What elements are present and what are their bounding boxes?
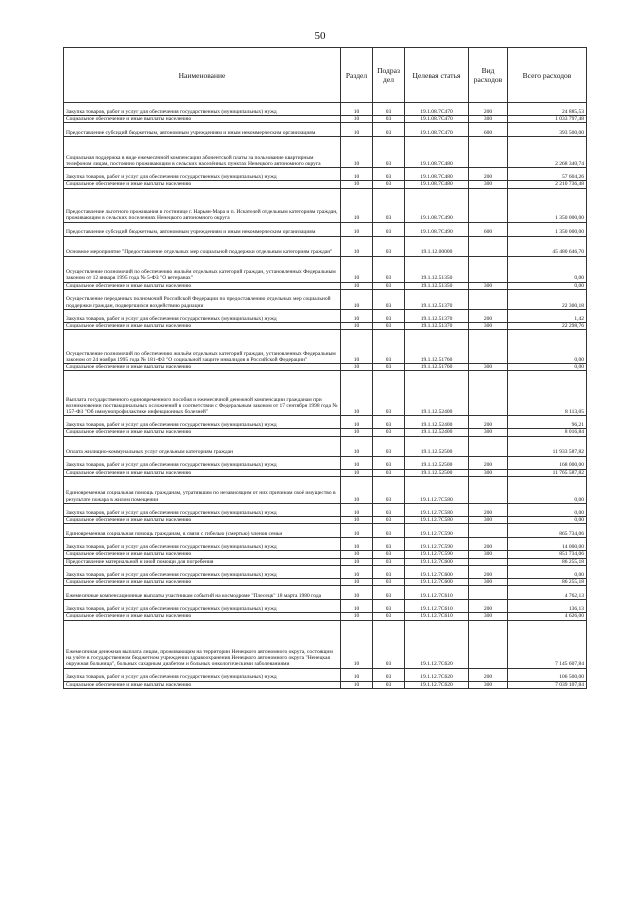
cell-total: 57 604,26 <box>508 168 587 181</box>
cell-subsection: 03 <box>373 578 405 585</box>
table-row <box>64 456 587 469</box>
cell-article: 19.1.12.7С600 <box>405 578 469 585</box>
cell-subsection: 03 <box>373 371 405 416</box>
cell-name: Закупка товаров, работ и услуг для обеспечения государственных (муниципальных) нужд <box>64 504 341 517</box>
cell-total: 7 039 107,84 <box>508 681 587 688</box>
table-row <box>64 436 587 456</box>
cell-subsection: 03 <box>373 681 405 688</box>
cell-section: 10 <box>341 222 373 236</box>
cell-article: 19.1.12.7С620 <box>405 668 469 681</box>
table-row <box>64 565 587 578</box>
cell-article: 19.1.12.52500 <box>405 436 469 456</box>
table-row <box>64 578 587 585</box>
cell-article: 19.1.12.51350 <box>405 282 469 289</box>
table-row <box>64 668 587 681</box>
cell-name: Закупка товаров, работ и услуг для обеспечения государственных (муниципальных) нужд <box>64 168 341 181</box>
cell-name: Социальное обеспечение и иные выплаты населению <box>64 613 341 620</box>
cell-article: 19.1.08.7С480 <box>405 137 469 168</box>
table-row <box>64 282 587 289</box>
header-expense-type: Вид расходов <box>469 48 508 103</box>
cell-section: 10 <box>341 586 373 600</box>
cell-article: 19.1.12.7С590 <box>405 538 469 551</box>
budget-table <box>63 47 587 689</box>
cell-article: 19.1.12.52500 <box>405 456 469 469</box>
table-row <box>64 613 587 620</box>
cell-section: 10 <box>341 551 373 558</box>
cell-total: 22 298,76 <box>508 322 587 329</box>
cell-article: 19.1.12.51760 <box>405 364 469 371</box>
cell-total: 1 350 000,00 <box>508 222 587 236</box>
cell-subsection: 03 <box>373 469 405 476</box>
cell-total: 0,00 <box>508 517 587 524</box>
table-row <box>64 477 587 504</box>
cell-article: 19.1.12.7С610 <box>405 586 469 600</box>
cell-name: Социальное обеспечение и иные выплаты населению <box>64 681 341 688</box>
cell-subsection: 03 <box>373 668 405 681</box>
cell-expense-type <box>469 236 508 256</box>
cell-name: Социальное обеспечение и иные выплаты населению <box>64 322 341 329</box>
cell-subsection: 03 <box>373 236 405 256</box>
cell-name: Осуществление переданных полномочий Российской Федерации по предоставлению отдельных мер социальной поддержки граждан, подвергшихся воздействию радиации <box>64 289 341 309</box>
cell-section: 10 <box>341 116 373 123</box>
cell-total: 45 480 646,70 <box>508 236 587 256</box>
cell-article: 19.1.12.7С580 <box>405 504 469 517</box>
cell-section: 10 <box>341 364 373 371</box>
table-row <box>64 586 587 600</box>
cell-article: 19.1.12.52500 <box>405 469 469 476</box>
cell-article: 19.1.12.51370 <box>405 309 469 322</box>
cell-total: 393 500,00 <box>508 123 587 137</box>
cell-name: Социальное обеспечение и иные выплаты населению <box>64 364 341 371</box>
cell-expense-type: 600 <box>469 222 508 236</box>
cell-total: 0,00 <box>508 364 587 371</box>
cell-section: 10 <box>341 137 373 168</box>
table-row <box>64 364 587 371</box>
cell-subsection: 03 <box>373 600 405 613</box>
cell-total: 0,00 <box>508 477 587 504</box>
cell-total: 0,00 <box>508 330 587 364</box>
cell-subsection: 03 <box>373 137 405 168</box>
cell-article: 19.1.08.7С490 <box>405 222 469 236</box>
cell-name: Предоставление льготного проживания в гостинице г. Нарьян-Мара и п. Искателей отдельным категориям граждан, проживающим в сельских поселениях Ненецкого автономного округа <box>64 188 341 222</box>
cell-total: 0,00 <box>508 256 587 282</box>
cell-subsection: 03 <box>373 551 405 558</box>
cell-total: 106 500,00 <box>508 668 587 681</box>
header-article: Целевая статья <box>405 48 469 103</box>
cell-section: 10 <box>341 371 373 416</box>
cell-subsection: 03 <box>373 322 405 329</box>
cell-name: Ежемесячная денежная выплата лицам, проживающим на территории Ненецкого автономного округа, состоящим на учёте в государственном бюджетном учреждении здравоохранения Ненецкого автономного округа "Ненецкая окружная больница", больных сахарным диабетом и больных онкологическими заболеваниями <box>64 620 341 668</box>
cell-expense-type: 200 <box>469 600 508 613</box>
cell-article: 19.1.08.7С470 <box>405 103 469 116</box>
cell-name: Социальное обеспечение и иные выплаты населению <box>64 181 341 188</box>
table-row <box>64 137 587 168</box>
cell-name: Осуществление полномочий по обеспечению жильём отдельных категорий граждан, установленных Федеральным законом от 12 января 1995 года № 5-ФЗ "О ветеранах" <box>64 256 341 282</box>
table-row <box>64 469 587 476</box>
cell-expense-type: 300 <box>469 613 508 620</box>
cell-subsection: 03 <box>373 116 405 123</box>
cell-name: Предоставление субсидий бюджетным, автономным учреждениям и иным некоммерческим организациям <box>64 222 341 236</box>
cell-section: 10 <box>341 256 373 282</box>
cell-name: Социальное обеспечение и иные выплаты населению <box>64 578 341 585</box>
cell-subsection: 03 <box>373 613 405 620</box>
table-row <box>64 517 587 524</box>
table-row <box>64 222 587 236</box>
table-row <box>64 256 587 282</box>
table-body <box>64 103 587 689</box>
cell-article: 19.1.12.52400 <box>405 416 469 429</box>
cell-total: 2 268 340,74 <box>508 137 587 168</box>
cell-expense-type <box>469 586 508 600</box>
table-row <box>64 371 587 416</box>
cell-subsection: 03 <box>373 517 405 524</box>
cell-section: 10 <box>341 416 373 429</box>
cell-expense-type: 300 <box>469 282 508 289</box>
table-row <box>64 504 587 517</box>
cell-article: 19.1.12.7С620 <box>405 681 469 688</box>
table-row <box>64 538 587 551</box>
cell-expense-type: 200 <box>469 565 508 578</box>
cell-section: 10 <box>341 429 373 436</box>
cell-subsection: 03 <box>373 436 405 456</box>
cell-name: Ежемесячные компенсационные выплаты участникам событий на космодроме "Плесецк" 18 марта 1980 года <box>64 586 341 600</box>
cell-subsection: 03 <box>373 504 405 517</box>
table-row <box>64 600 587 613</box>
cell-expense-type: 200 <box>469 538 508 551</box>
cell-expense-type <box>469 620 508 668</box>
cell-total: 4 762,13 <box>508 586 587 600</box>
cell-section: 10 <box>341 558 373 565</box>
cell-section: 10 <box>341 181 373 188</box>
cell-subsection: 03 <box>373 309 405 322</box>
table-row <box>64 168 587 181</box>
cell-expense-type: 300 <box>469 116 508 123</box>
cell-section: 10 <box>341 600 373 613</box>
cell-total: 14 000,00 <box>508 538 587 551</box>
cell-subsection: 03 <box>373 168 405 181</box>
cell-article: 19.1.12.7С610 <box>405 600 469 613</box>
cell-expense-type: 200 <box>469 103 508 116</box>
cell-total: 7 145 607,84 <box>508 620 587 668</box>
cell-article: 19.1.12.51350 <box>405 256 469 282</box>
page-number: 50 <box>314 30 326 42</box>
cell-total: 96,21 <box>508 416 587 429</box>
cell-section: 10 <box>341 517 373 524</box>
cell-name: Социальное обеспечение и иные выплаты населению <box>64 116 341 123</box>
cell-article: 19.1.12.7С600 <box>405 558 469 565</box>
header-section: Раздел <box>341 48 373 103</box>
cell-subsection: 03 <box>373 282 405 289</box>
table-row <box>64 236 587 256</box>
cell-section: 10 <box>341 456 373 469</box>
cell-section: 10 <box>341 188 373 222</box>
cell-expense-type: 200 <box>469 668 508 681</box>
cell-name: Закупка товаров, работ и услуг для обеспечения государственных (муниципальных) нужд <box>64 456 341 469</box>
cell-article: 19.1.08.7С470 <box>405 123 469 137</box>
cell-expense-type: 300 <box>469 469 508 476</box>
cell-section: 10 <box>341 289 373 309</box>
cell-subsection: 03 <box>373 256 405 282</box>
cell-subsection: 03 <box>373 456 405 469</box>
cell-name: Закупка товаров, работ и услуг для обеспечения государственных (муниципальных) нужд <box>64 668 341 681</box>
cell-name: Закупка товаров, работ и услуг для обеспечения государственных (муниципальных) нужд <box>64 565 341 578</box>
cell-section: 10 <box>341 538 373 551</box>
table-row <box>64 681 587 688</box>
cell-section: 10 <box>341 322 373 329</box>
cell-article: 19.1.12.7С590 <box>405 551 469 558</box>
table-row <box>64 322 587 329</box>
cell-expense-type <box>469 137 508 168</box>
cell-section: 10 <box>341 282 373 289</box>
table-row <box>64 103 587 116</box>
cell-expense-type <box>469 188 508 222</box>
cell-article: 19.1.12.7С620 <box>405 620 469 668</box>
cell-subsection: 03 <box>373 477 405 504</box>
cell-total: 1 033 797,48 <box>508 116 587 123</box>
cell-subsection: 03 <box>373 558 405 565</box>
cell-article: 19.1.12.7С590 <box>405 524 469 538</box>
cell-total: 0,00 <box>508 565 587 578</box>
cell-section: 10 <box>341 477 373 504</box>
cell-total: 168 000,00 <box>508 456 587 469</box>
table-row <box>64 558 587 565</box>
cell-subsection: 03 <box>373 181 405 188</box>
cell-expense-type: 300 <box>469 181 508 188</box>
cell-article: 19.1.12.7С580 <box>405 517 469 524</box>
cell-expense-type <box>469 289 508 309</box>
table-row <box>64 123 587 137</box>
cell-total: 136,13 <box>508 600 587 613</box>
cell-expense-type: 300 <box>469 578 508 585</box>
cell-expense-type <box>469 558 508 565</box>
cell-expense-type <box>469 436 508 456</box>
cell-article: 19.1.12.51370 <box>405 322 469 329</box>
table-row <box>64 429 587 436</box>
cell-subsection: 03 <box>373 524 405 538</box>
cell-expense-type: 300 <box>469 681 508 688</box>
cell-total: 11 933 587,82 <box>508 436 587 456</box>
table-row <box>64 181 587 188</box>
cell-subsection: 03 <box>373 586 405 600</box>
cell-expense-type: 300 <box>469 364 508 371</box>
cell-name: Социальное обеспечение и иные выплаты населению <box>64 517 341 524</box>
cell-expense-type <box>469 477 508 504</box>
cell-total: 22 300,18 <box>508 289 587 309</box>
cell-article: 19.1.12.52400 <box>405 429 469 436</box>
cell-name: Предоставление субсидий бюджетным, автономным учреждениям и иным некоммерческим организациям <box>64 123 341 137</box>
cell-subsection: 03 <box>373 620 405 668</box>
cell-section: 10 <box>341 309 373 322</box>
cell-section: 10 <box>341 578 373 585</box>
cell-expense-type: 200 <box>469 309 508 322</box>
cell-total: 0,00 <box>508 282 587 289</box>
cell-expense-type <box>469 371 508 416</box>
cell-section: 10 <box>341 123 373 137</box>
cell-expense-type: 200 <box>469 168 508 181</box>
cell-total: 8 016,84 <box>508 429 587 436</box>
cell-article: 19.1.08.7С490 <box>405 188 469 222</box>
cell-section: 10 <box>341 681 373 688</box>
cell-name: Закупка товаров, работ и услуг для обеспечения государственных (муниципальных) нужд <box>64 538 341 551</box>
cell-section: 10 <box>341 668 373 681</box>
cell-section: 10 <box>341 436 373 456</box>
cell-total: 1 350 000,00 <box>508 188 587 222</box>
cell-subsection: 03 <box>373 103 405 116</box>
cell-section: 10 <box>341 168 373 181</box>
cell-subsection: 03 <box>373 222 405 236</box>
cell-name: Закупка товаров, работ и услуг для обеспечения государственных (муниципальных) нужд <box>64 416 341 429</box>
cell-total: 11 765 587,82 <box>508 469 587 476</box>
cell-name: Предоставление материальной и иной помощи для погребения <box>64 558 341 565</box>
cell-article: 19.1.12.52400 <box>405 371 469 416</box>
cell-expense-type <box>469 330 508 364</box>
cell-expense-type: 200 <box>469 416 508 429</box>
cell-article: 19.1.08.7С470 <box>405 116 469 123</box>
cell-name: Выплата государственного единовременного пособия и ежемесячной денежной компенсации гражданам при возникновении поствакцинальных осложнений в соответствии с Федеральным законом от 17 сентября 1998 года № 157-ФЗ "Об иммунопрофилактике инфекционных болезней" <box>64 371 341 416</box>
cell-expense-type: 200 <box>469 456 508 469</box>
cell-subsection: 03 <box>373 565 405 578</box>
cell-section: 10 <box>341 524 373 538</box>
cell-expense-type <box>469 256 508 282</box>
cell-expense-type: 200 <box>469 504 508 517</box>
cell-section: 10 <box>341 236 373 256</box>
cell-expense-type <box>469 524 508 538</box>
cell-section: 10 <box>341 565 373 578</box>
table-row <box>64 551 587 558</box>
table-row <box>64 416 587 429</box>
cell-name: Социальное обеспечение и иные выплаты населению <box>64 469 341 476</box>
table-row <box>64 524 587 538</box>
cell-name: Единовременная социальная помощь гражданам, утратившим по независящим от них причинам своё имущество в результате пожара в жилом помещении <box>64 477 341 504</box>
cell-name: Закупка товаров, работ и услуг для обеспечения государственных (муниципальных) нужд <box>64 309 341 322</box>
cell-total: 851 734,06 <box>508 551 587 558</box>
cell-subsection: 03 <box>373 538 405 551</box>
cell-section: 10 <box>341 620 373 668</box>
cell-expense-type: 300 <box>469 551 508 558</box>
table-row <box>64 620 587 668</box>
cell-subsection: 03 <box>373 289 405 309</box>
cell-total: 865 734,06 <box>508 524 587 538</box>
cell-subsection: 03 <box>373 123 405 137</box>
cell-total: 8 113,05 <box>508 371 587 416</box>
table-header-row <box>64 48 587 103</box>
cell-name: Закупка товаров, работ и услуг для обеспечения государственных (муниципальных) нужд <box>64 103 341 116</box>
table-row <box>64 309 587 322</box>
cell-section: 10 <box>341 330 373 364</box>
cell-article: 19.1.12.51370 <box>405 289 469 309</box>
cell-total: 0,00 <box>508 504 587 517</box>
cell-expense-type: 300 <box>469 429 508 436</box>
cell-total: 86 255,18 <box>508 558 587 565</box>
cell-section: 10 <box>341 103 373 116</box>
cell-name: Социальное обеспечение и иные выплаты населению <box>64 551 341 558</box>
cell-subsection: 03 <box>373 429 405 436</box>
cell-expense-type: 600 <box>469 123 508 137</box>
cell-name: Социальное обеспечение и иные выплаты населению <box>64 429 341 436</box>
cell-name: Основное мероприятие "Предоставление отдельных мер социальной поддержки отдельным категориям граждан" <box>64 236 341 256</box>
cell-total: 2 210 736,48 <box>508 181 587 188</box>
header-name: Наименование <box>64 48 341 103</box>
cell-article: 19.1.12.7С610 <box>405 613 469 620</box>
cell-article: 19.1.08.7С480 <box>405 168 469 181</box>
cell-total: 1,42 <box>508 309 587 322</box>
cell-name: Осуществление полномочий по обеспечению жильём отдельных категорий граждан, установленных Федеральным законом от 24 ноября 1995 года № 181-ФЗ "О социальной защите инвалидов в Российской Федерации" <box>64 330 341 364</box>
cell-total: 4 626,00 <box>508 613 587 620</box>
cell-section: 10 <box>341 613 373 620</box>
cell-subsection: 03 <box>373 416 405 429</box>
table-row <box>64 330 587 364</box>
cell-name: Закупка товаров, работ и услуг для обеспечения государственных (муниципальных) нужд <box>64 600 341 613</box>
cell-article: 19.1.12.7С600 <box>405 565 469 578</box>
cell-subsection: 03 <box>373 364 405 371</box>
cell-article: 19.1.12.7С580 <box>405 477 469 504</box>
cell-subsection: 03 <box>373 330 405 364</box>
cell-expense-type: 300 <box>469 517 508 524</box>
header-subsection: Подраз дел <box>373 48 405 103</box>
cell-subsection: 03 <box>373 188 405 222</box>
cell-article: 19.1.12.00000 <box>405 236 469 256</box>
header-total: Всего расходов <box>508 48 587 103</box>
cell-expense-type: 300 <box>469 322 508 329</box>
cell-total: 24 885,53 <box>508 103 587 116</box>
cell-name: Оплата жилищно-коммунальных услуг отдельным категориям граждан <box>64 436 341 456</box>
cell-name: Единовременная социальная помощь гражданам, в связи с гибелью (смертью) членов семьи <box>64 524 341 538</box>
table-row <box>64 289 587 309</box>
cell-name: Социальная поддержка в виде ежемесячной компенсации абонентской платы за пользование квартирным телефоном лицам, постоянно проживающим в сельских населённых пунктах Ненецкого автономного округа <box>64 137 341 168</box>
cell-total: 86 255,18 <box>508 578 587 585</box>
cell-section: 10 <box>341 504 373 517</box>
table-row <box>64 116 587 123</box>
cell-article: 19.1.08.7С480 <box>405 181 469 188</box>
table-row <box>64 188 587 222</box>
cell-name: Социальное обеспечение и иные выплаты населению <box>64 282 341 289</box>
cell-article: 19.1.12.51760 <box>405 330 469 364</box>
cell-section: 10 <box>341 469 373 476</box>
